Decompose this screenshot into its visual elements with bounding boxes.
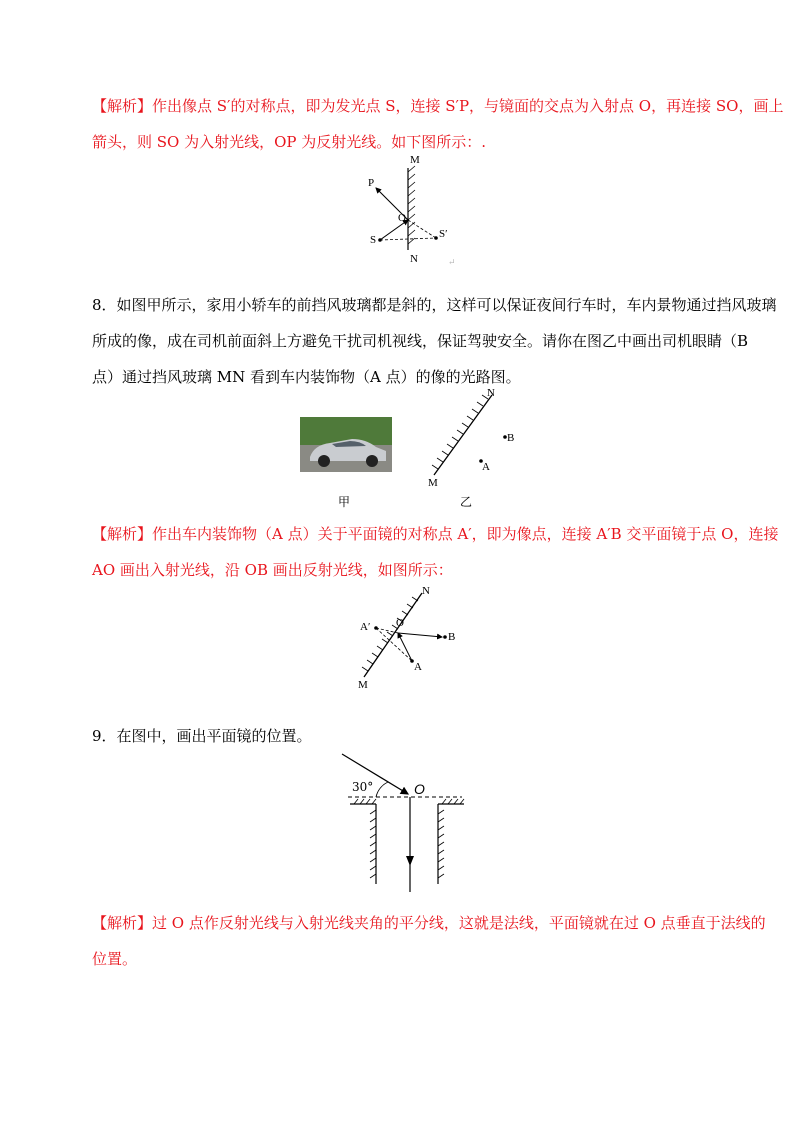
question-8-line-3: 点）通过挡风玻璃 MN 看到车内装饰物（A 点）的像的光路图。 <box>92 368 521 386</box>
label-p: P <box>368 177 375 189</box>
label-n: N <box>422 585 430 597</box>
question-8 <box>92 290 777 393</box>
label-m: M <box>410 154 420 166</box>
caption-yi: 乙 <box>460 495 473 509</box>
label-a: A <box>414 661 422 673</box>
question-8-line-1: 8．如图甲所示，家用小轿车的前挡风玻璃都是斜的，这样可以保证夜间行车时，车内景物通过挡风玻璃 <box>92 296 777 314</box>
angle-label: 30° <box>352 780 374 794</box>
label-o: O <box>396 617 404 629</box>
analysis-2-line-1: 【解析】作出车内装饰物（A 点）关于平面镜的对称点 A′，即为像点，连接 A′B 交平面镜于点 O，连接 <box>92 525 779 543</box>
figure-3-answer-diagram <box>350 585 470 695</box>
figure-4-mirror-task <box>340 752 470 897</box>
figure-1-mirror-diagram <box>360 150 470 275</box>
question-8-line-2: 所成的像，成在司机前面斜上方避免干扰司机视线，保证驾驶安全。请你在图乙中画出司机眼睛（B <box>92 332 749 350</box>
analysis-1 <box>92 91 783 158</box>
label-o: O <box>398 212 406 224</box>
label-m: M <box>358 679 368 691</box>
analysis-3-line-1: 【解析】过 O 点作反射光线与入射光线夹角的平分线，这就是法线，平面镜就在过 O 点垂直于法线的 <box>92 914 766 932</box>
label-s-prime: S′ <box>439 228 448 240</box>
analysis-1-line-1: 【解析】作出像点 S′的对称点，即为发光点 S，连接 S′P，与镜面的交点为入射点 O，再连接 SO，画上 <box>92 97 784 115</box>
label-m: M <box>428 477 438 489</box>
analysis-1-line-2: 箭头，则 SO 为入射光线，OP 为反射光线。如下图所示：. <box>92 133 487 151</box>
label-b: B <box>507 432 515 444</box>
figure-2-windshield-diagram <box>420 385 530 500</box>
label-o: O <box>414 781 425 797</box>
label-a: A <box>482 461 490 473</box>
label-a-prime: A′ <box>360 621 371 633</box>
analysis-3 <box>92 908 766 975</box>
label-b: B <box>448 631 456 643</box>
question-9-line-1: 9．在图中，画出平面镜的位置。 <box>92 727 312 745</box>
para-mark: ↵ <box>448 258 456 268</box>
label-n: N <box>410 253 418 265</box>
car-photo <box>300 417 392 472</box>
question-9 <box>92 721 312 752</box>
label-s: S <box>370 234 377 246</box>
analysis-3-line-2: 位置。 <box>92 950 138 968</box>
caption-jia: 甲 <box>338 495 351 509</box>
analysis-2-line-2: AO 画出入射光线，沿 OB 画出反射光线，如图所示： <box>92 561 453 579</box>
analysis-2 <box>92 519 778 586</box>
label-n: N <box>487 387 495 399</box>
